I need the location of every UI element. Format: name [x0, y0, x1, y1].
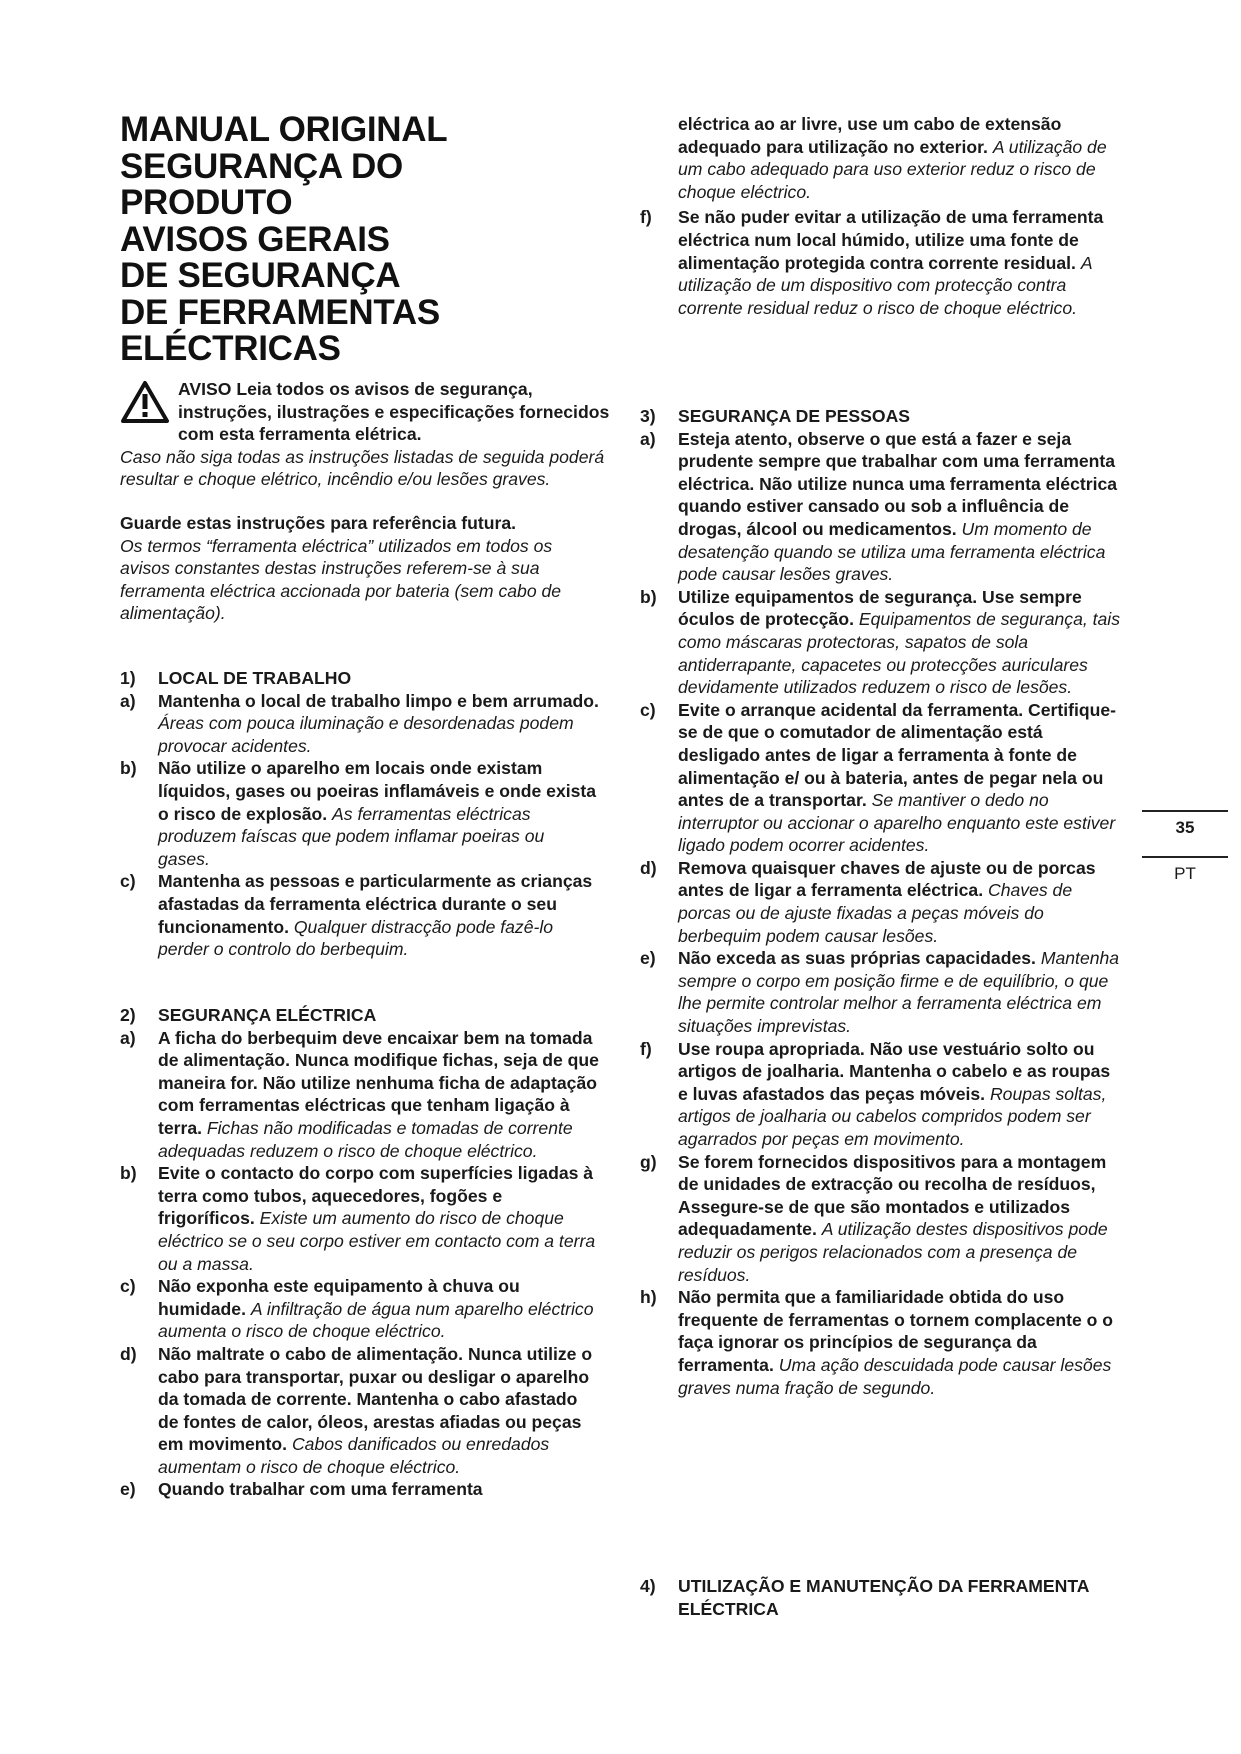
list-item: b) Não utilize o aparelho em locais onde existam líquidos, gases ou poeiras inflamáveis e onde exista o risco de explosão. As ferramentas eléctricas produzem faíscas que podem inflamar poeiras ou gases.	[120, 758, 597, 869]
keep-instructions: Guarde estas instruções para referência futura. Os termos “ferramenta eléctrica” utilizados em todos os avisos constantes destas instruções referem-se à sua ferramenta eléctrica accionada por bateria (sem cabo de alimentação).	[120, 513, 562, 624]
list-item: b) Evite o contacto do corpo com superfícies ligadas à terra como tubos, aquecedores, fogões e frigoríficos. Existe um aumento do risco de choque eléctrico se o seu corpo estiver em contacto com a terra ou a massa.	[120, 1163, 596, 1274]
section-4	[640, 1575, 1120, 1620]
section-2-continued	[640, 113, 1120, 319]
list-item: d) Não maltrate o cabo de alimentação. Nunca utilize o cabo para transportar, puxar ou desligar o aparelho da tomada de corrente. Mantenha o cabo afastado de fontes de calor, óleos, arestas afiadas ou peças em movimento. Cabos danificados ou enredados aumentam o risco de choque eléctrico.	[120, 1343, 593, 1477]
list-item: h) Não permita que a familiaridade obtida do uso frequente de ferramentas o tornem complacente o o faça ignorar os princípios de segurança da ferramenta. Uma ação descuidada pode causar lesões graves numa fração de segundo.	[640, 1287, 1114, 1398]
list-item: a) A ficha do berbequim deve encaixar bem na tomada de alimentação. Nunca modifique fichas, seja de que maneira for. Não utilize nenhuma ficha de adaptação com ferramentas eléctricas que tenham ligação à terra. Fichas não modificadas e tomadas de corrente adequadas reduzem o risco de choque eléctrico.	[120, 1027, 599, 1161]
list-item: e) Quando trabalhar com uma ferramenta	[120, 1479, 483, 1500]
list-item: b) Utilize equipamentos de segurança. Use sempre óculos de protecção. Equipamentos de segurança, tais como máscaras protectoras, sapatos de sola antiderrapante, capacetes ou protecções auriculares devidamente utilizados reduzem o risco de lesões.	[640, 586, 1121, 698]
list-item: g) Se forem fornecidos dispositivos para a montagem de unidades de extracção ou recolha de resíduos, Assegure-se de que são montados e utilizados adequadamente. A utilização destes dispositivos pode reduzir os perigos relacionados com a presença de resíduos.	[640, 1151, 1108, 1285]
page-number: 35	[1175, 818, 1195, 837]
section-heading: 1) LOCAL DE TRABALHO	[120, 668, 352, 688]
section-heading: 2) SEGURANÇA ELÉCTRICA	[120, 1005, 377, 1025]
section-2	[120, 1004, 600, 1501]
list-item: d) Remova quaisquer chaves de ajuste ou de porcas antes de ligar a ferramenta eléctrica. Chaves de porcas ou de ajuste fixadas a peças móveis do berbequim podem causar lesões.	[640, 857, 1096, 946]
warning-text: AVISO Leia todos os avisos de segurança, instruções, ilustrações e especificações fornecidos com esta ferramenta elétrica.	[178, 379, 610, 445]
page-title: MANUAL ORIGINAL SEGURANÇA DO PRODUTO AVISOS GERAIS DE SEGURANÇA DE FERRAMENTAS ELÉCTRICAS	[120, 110, 448, 368]
list-item: f) Se não puder evitar a utilização de uma ferramenta eléctrica num local húmido, utilize uma fonte de alimentação protegida contra corrente residual. A utilização de um dispositivo com protecção contra corrente residual reduz o risco de choque eléctrico.	[640, 207, 1104, 318]
warning-block	[120, 378, 610, 491]
section-1	[120, 667, 600, 961]
section-3	[640, 405, 1120, 1399]
page-marker-rule-bottom	[1142, 856, 1228, 858]
language-code: PT	[1174, 864, 1196, 883]
list-item: c) Evite o arranque acidental da ferramenta. Certifique-se de que o comutador de alimentação está desligado antes de ligar a ferramenta à fonte de alimentação e/ ou à bateria, antes de pegar nela ou antes de a transportar. Se mantiver o dedo no interruptor ou accionar o aparelho enquanto este estiver ligado podem ocorrer acidentes.	[640, 699, 1117, 856]
list-item: c) Não exponha este equipamento à chuva ou humidade. A infiltração de água num aparelho eléctrico aumenta o risco de choque eléctrico.	[120, 1276, 594, 1342]
warning-description: Caso não siga todas as instruções listadas de seguida poderá resultar e choque elétrico, incêndio e/ou lesões graves.	[120, 446, 605, 490]
list-item: e) Não exceda as suas próprias capacidades. Mantenha sempre o corpo em posição firme e de equilíbrio, o que lhe permite controlar melhor a ferramenta eléctrica em situações imprevistas.	[640, 948, 1120, 1037]
warning-triangle-icon	[120, 380, 170, 424]
list-item: a) Esteja atento, observe o que está a fazer e seja prudente sempre que trabalhar com uma ferramenta eléctrica. Não utilize nunca uma ferramenta eléctrica quando estiver cansado ou sob a influência de drogas, álcool ou medicamentos. Um momento de desatenção quando se utiliza uma ferramenta eléctrica pode causar lesões graves.	[640, 428, 1118, 585]
section-heading: 3) SEGURANÇA DE PESSOAS	[640, 406, 911, 426]
page-marker-rule-top	[1142, 810, 1228, 812]
list-item-continued: eléctrica ao ar livre, use um cabo de extensão adequado para utilização no exterior. A utilização de um cabo adequado para uso exterior reduz o risco de choque eléctrico.	[678, 114, 1107, 202]
list-item: a) Mantenha o local de trabalho limpo e bem arrumado. Áreas com pouca iluminação e desordenadas podem provocar acidentes.	[120, 690, 599, 756]
section-heading: 4) UTILIZAÇÃO E MANUTENÇÃO DA FERRAMENTA ELÉCTRICA	[640, 1576, 1089, 1619]
list-item: c) Mantenha as pessoas e particularmente as crianças afastadas da ferramenta eléctrica durante o seu funcionamento. Qualquer distracção pode fazê-lo perder o controlo do berbequim.	[120, 871, 593, 960]
list-item: f) Use roupa apropriada. Não use vestuário solto ou artigos de joalharia. Mantenha o cabelo e as roupas e luvas afastados das peças móveis. Roupas soltas, artigos de joalharia ou cabelos compridos podem ser agarrados por peças em movimento.	[640, 1038, 1111, 1149]
